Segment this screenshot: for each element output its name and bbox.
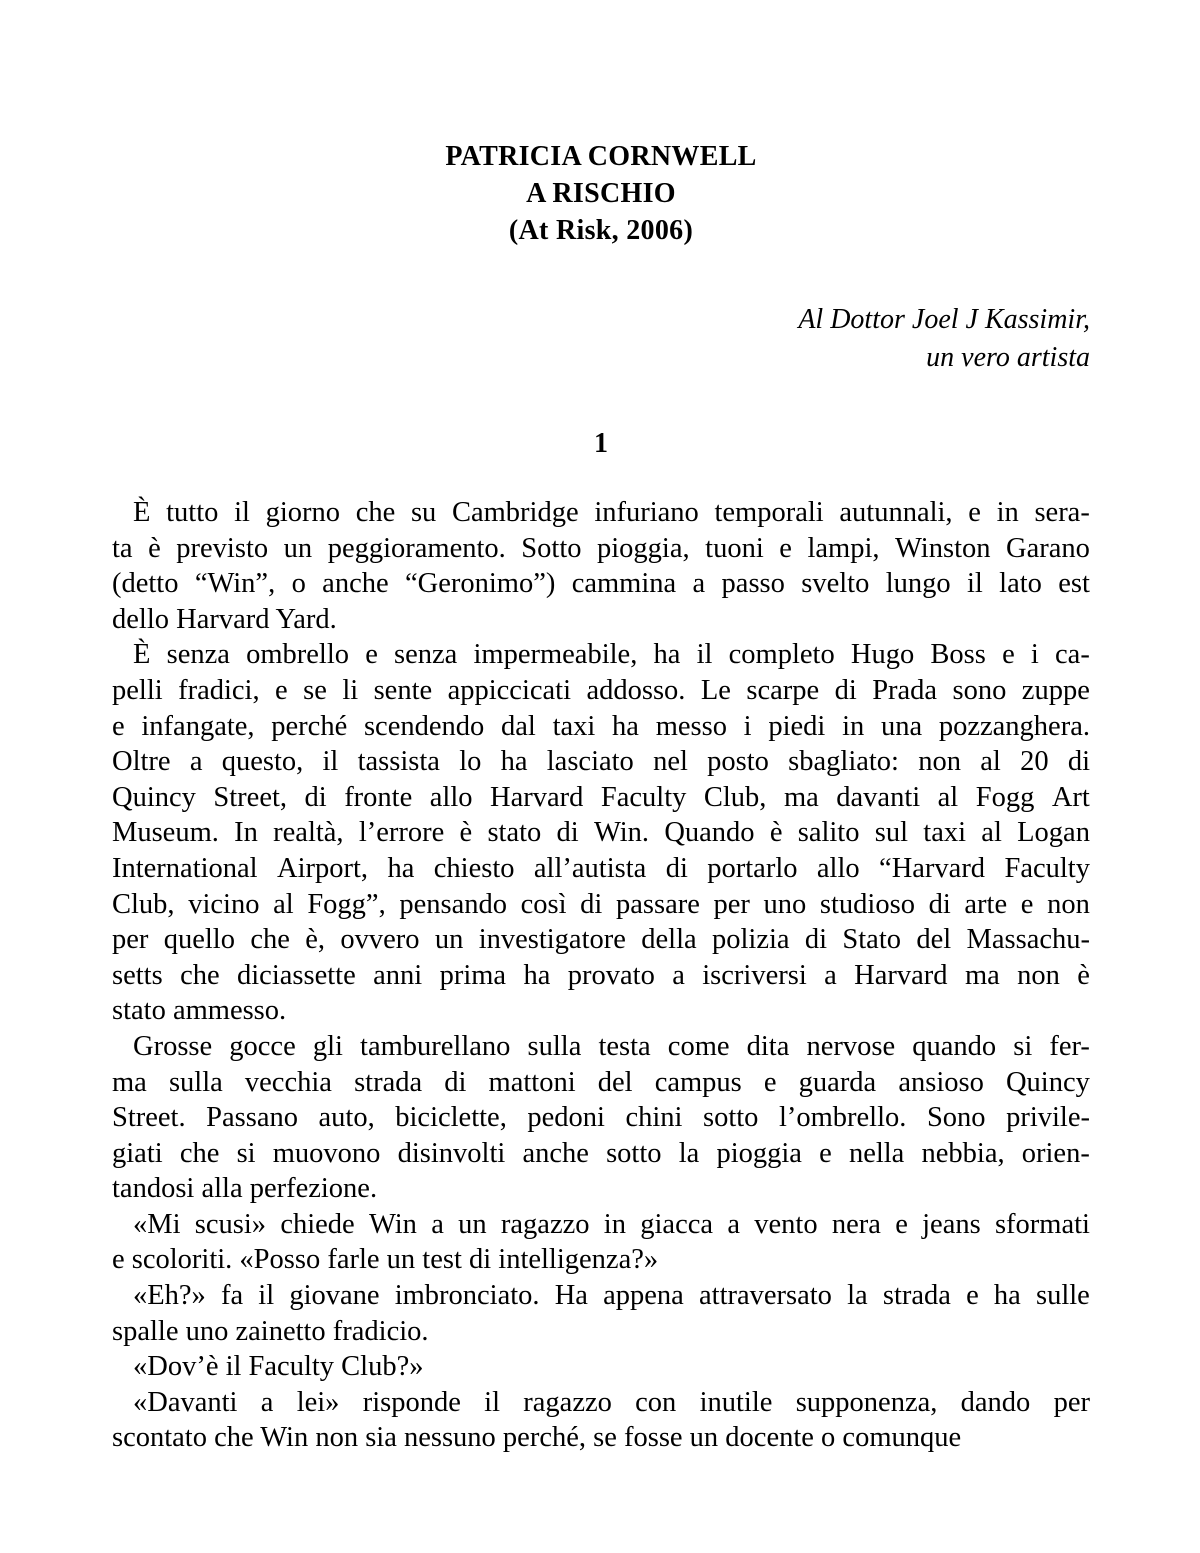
paragraph (112, 1029, 1090, 1207)
text-line: Grosse gocce gli tamburellano sulla testa come dita nervose quando si fer- (133, 1030, 1090, 1062)
text-line: International Airport, ha chiesto all’autista di portarlo allo “Harvard Faculty (112, 852, 1090, 884)
text-line: dello Harvard Yard. (112, 603, 337, 635)
page-content (112, 0, 1090, 1456)
text-line: «Dov’è il Faculty Club?» (133, 1351, 424, 1383)
paragraph (112, 1349, 1090, 1385)
paragraph (112, 1207, 1090, 1278)
author-name: PATRICIA CORNWELL (445, 141, 757, 172)
dedication-line-1: Al Dottor Joel J Kassimir, (798, 304, 1090, 335)
text-line: È tutto il giorno che su Cambridge infuriano temporali autunnali, e in sera- (133, 497, 1090, 528)
text-line: setts che diciassette anni prima ha provato a iscriversi a Harvard ma non è (112, 959, 1090, 991)
text-line: giati che si muovono disinvolti anche sotto la pioggia e nella nebbia, orien- (112, 1137, 1090, 1169)
dedication-line-2: un vero artista (926, 342, 1090, 373)
text-line: Club, vicino al Fogg”, pensando così di passare per uno studioso di arte e non (112, 888, 1090, 920)
text-line: (detto “Win”, o anche “Geronimo”) cammina a passo svelto lungo il lato est (112, 568, 1090, 600)
dedication (112, 301, 1090, 377)
text-line: stato ammesso. (112, 995, 287, 1027)
text-line: «Mi scusi» chiede Win a un ragazzo in giacca a vento nera e jeans sformati (133, 1208, 1090, 1240)
text-line: Quincy Street, di fronte allo Harvard Faculty Club, ma davanti al Fogg Art (112, 781, 1090, 813)
paragraph (112, 1385, 1090, 1456)
text-line: Oltre a questo, il tassista lo ha lasciato nel posto sbagliato: non al 20 di (112, 746, 1090, 778)
text-line: scontato che Win non sia nessuno perché, se fosse un docente o comunque (112, 1422, 962, 1454)
title-block (112, 138, 1090, 249)
text-line: e scoloriti. «Posso farle un test di intelligenza?» (112, 1244, 659, 1276)
text-line: «Davanti a lei» risponde il ragazzo con inutile supponenza, dando per (133, 1386, 1090, 1418)
text-line: Street. Passano auto, biciclette, pedoni chini sotto l’ombrello. Sono privile- (112, 1102, 1090, 1134)
text-line: È senza ombrello e senza impermeabile, ha il completo Hugo Boss e i ca- (133, 639, 1090, 671)
text-line: per quello che è, ovvero un investigatore della polizia di Stato del Massachu- (112, 924, 1090, 956)
paragraph (112, 1278, 1090, 1349)
chapter-number: 1 (594, 428, 608, 459)
text-line: pelli fradici, e se li sente appiccicati addosso. Le scarpe di Prada sono zuppe (112, 674, 1090, 706)
paragraph (112, 495, 1090, 637)
text-line: «Eh?» fa il giovane imbronciato. Ha appena attraversato la strada e ha sulle (133, 1280, 1090, 1312)
text-line: e infangate, perché scendendo dal taxi ha messo i piedi in una pozzanghera. (112, 710, 1090, 742)
text-line: Museum. In realtà, l’errore è stato di Win. Quando è salito sul taxi al Logan (112, 817, 1090, 849)
text-line: ma sulla vecchia strada di mattoni del campus e guarda ansioso Quincy (112, 1066, 1090, 1098)
body-text (112, 495, 1090, 1456)
text-line: spalle uno zainetto fradicio. (112, 1315, 429, 1347)
original-title: (At Risk, 2006) (508, 215, 694, 246)
paragraph (112, 637, 1090, 1029)
text-line: ta è previsto un peggioramento. Sotto pioggia, tuoni e lampi, Winston Garano (112, 532, 1090, 564)
book-title: A RISCHIO (526, 178, 676, 209)
text-line: tandosi alla perfezione. (112, 1173, 378, 1205)
